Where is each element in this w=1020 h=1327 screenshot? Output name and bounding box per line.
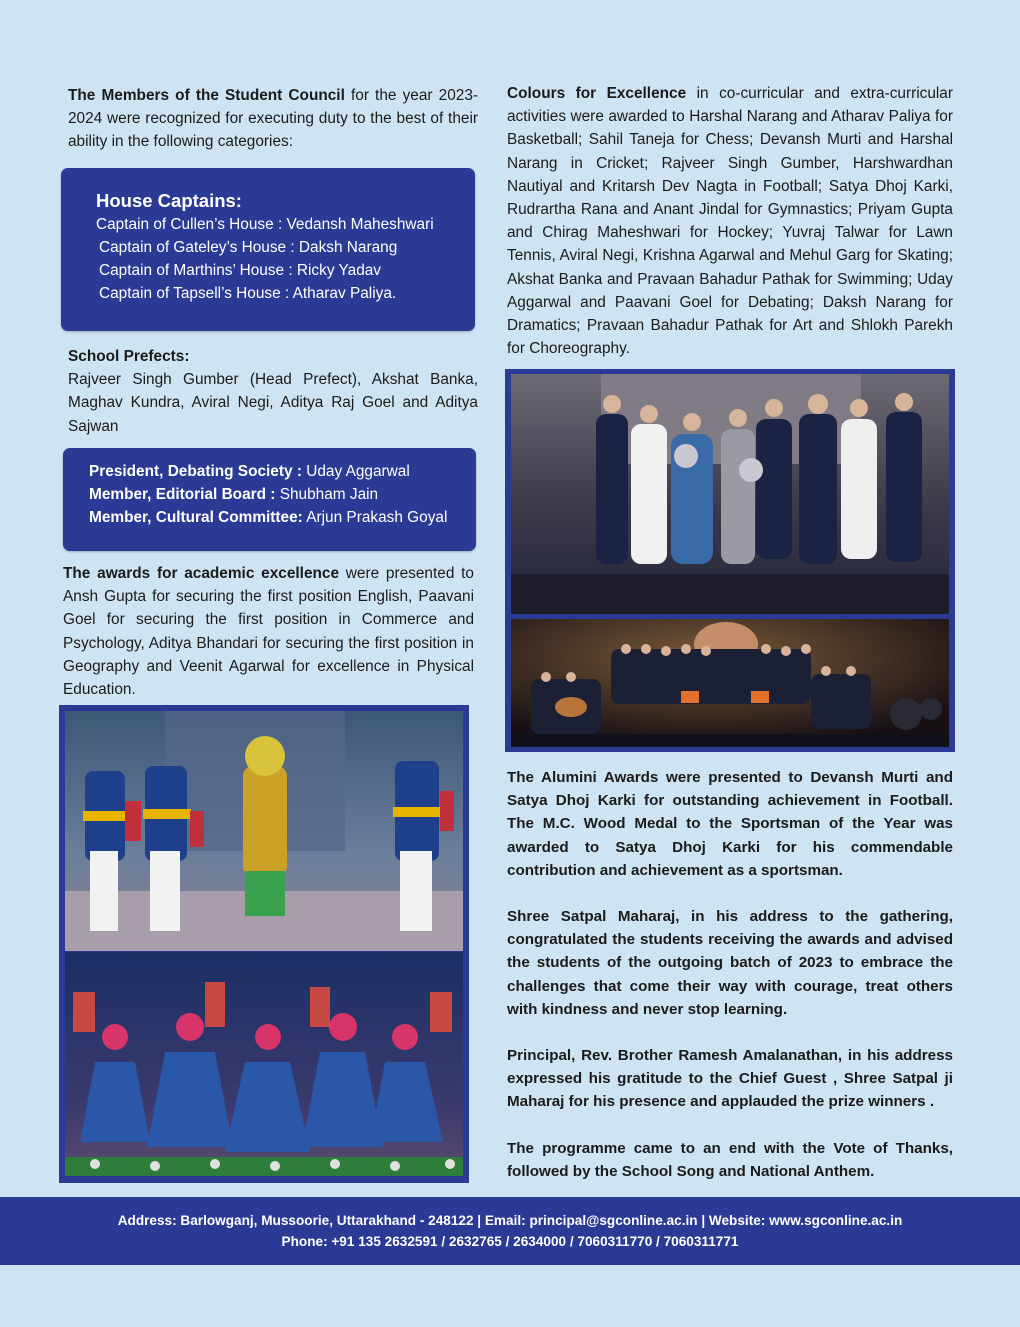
colours-text: in co-curricular and extra-curricular activities were awarded to Harshal Narang and Atharav Paliya for Basketball; Sahil Taneja for Chess; Devansh Murti and Harshal Narang in Cricket; Rajveer Singh Gumber, Harshwardhan Nautiyal and Kritarsh Dev Nagta in Football; Satya Dhoj Karki, Rudrartha Rana and Anant Jindal for Gymnastics; Priyam Gupta and Chirag Maheshwari for Hockey; Yuvraj Talwar for Lawn Tennis, Aviral Negi, Krishna Agarwal and Mehul Garg for Skating; Akshat Banka and Pravaan Bahadur Pathak for Swimming; Uday Aggarwal and Paavani Goel for Debating; Daksh Narang for Dramatics; Pravaan Bahadur Pathak for Art and Shlokh Parekh for Choreography. bbox=[507, 85, 953, 358]
award-group-photo bbox=[511, 374, 949, 614]
house-captain-item: Captain of Gateley’s House : Daksh Narang bbox=[99, 239, 398, 256]
right-paragraphs bbox=[507, 766, 953, 1183]
prefects-section bbox=[68, 345, 478, 438]
principal-paragraph: Principal, Rev. Brother Ramesh Amalanathan, in his address expressed his gratitude to the Chief Guest , Shree Satpal ji Maharaj for his presence and applauded the prize winners . bbox=[507, 1047, 953, 1111]
choir-band-photo bbox=[511, 619, 949, 747]
role-item bbox=[89, 506, 447, 529]
academic-paragraph bbox=[63, 562, 474, 701]
chief-guest-paragraph: Shree Satpal Maharaj, in his address to the gathering, congratulated the students receiving the awards and advised the students of the outgoing batch of 2023 to embrace the challenges that come their way with courage, treat others with kindness and never stop learning. bbox=[507, 908, 953, 1018]
intro-paragraph bbox=[68, 84, 478, 154]
role-title: Member, Cultural Committee: bbox=[89, 509, 303, 526]
house-captains-box bbox=[61, 168, 475, 331]
role-title: Member, Editorial Board : bbox=[89, 486, 276, 503]
closing-paragraph: The programme came to an end with the Vote of Thanks, followed by the School Song and National Anthem. bbox=[507, 1139, 953, 1180]
alumni-awards-paragraph: The Alumini Awards were presented to Devansh Murti and Satya Dhoj Karki for outstanding achievement in Football. The M.C. Wood Medal to the Sportsman of the Year was awarded to Satya Dhoj Karki for his commendable contribution and achievement as a sportsman. bbox=[507, 769, 953, 879]
role-item bbox=[89, 483, 378, 506]
role-name: Uday Aggarwal bbox=[301, 463, 410, 480]
role-item bbox=[89, 460, 410, 483]
academic-text: were presented to Ansh Gupta for securing the first position English, Paavani Goel for securing the first position in Commerce and Psychology, Aditya Bhandari for securing the first position in Geography and Veenit Agarwal for excellence in Physical Education. bbox=[63, 565, 474, 699]
intro-text: for the year 2023-2024 were recognized for executing duty to the best of their ability in the following categories: bbox=[68, 87, 478, 151]
photo-dance-stage bbox=[59, 705, 469, 1183]
house-captains-title: House Captains: bbox=[96, 190, 242, 211]
house-captain-item: Captain of Cullen’s House : Vedansh Maheshwari bbox=[96, 216, 434, 233]
academic-lead: The awards for academic excellence bbox=[63, 565, 340, 582]
colours-lead: Colours for Excellence bbox=[507, 85, 687, 102]
dance-photo-bottom bbox=[65, 952, 463, 1176]
footer-phone-line: Phone: +91 135 2632591 / 2632765 / 2634000 / 7060311770 / 7060311771 bbox=[281, 1234, 739, 1249]
dance-photo-top bbox=[65, 711, 463, 951]
house-captain-item: Captain of Marthins’ House : Ricky Yadav bbox=[99, 262, 382, 279]
photo-award-ceremony bbox=[505, 369, 955, 752]
colours-paragraph bbox=[507, 82, 953, 360]
intro-lead: The Members of the Student Council bbox=[68, 87, 345, 104]
footer-address-line: Address: Barlowganj, Mussoorie, Uttarakhand - 248122 | Email: principal@sgconline.ac.in | Website: www.sgconline.ac.in bbox=[117, 1213, 903, 1228]
role-name: Shubham Jain bbox=[275, 486, 379, 503]
house-captain-item: Captain of Tapsell’s House : Atharav Paliya. bbox=[99, 285, 397, 302]
footer-bar bbox=[0, 1197, 1020, 1265]
prefects-text: Rajveer Singh Gumber (Head Prefect), Akshat Banka, Maghav Kundra, Aviral Negi, Aditya Raj Goel and Aditya Sajwan bbox=[68, 371, 478, 435]
role-name: Arjun Prakash Goyal bbox=[302, 509, 448, 526]
prefects-title: School Prefects: bbox=[68, 348, 190, 365]
roles-box bbox=[63, 448, 476, 551]
role-title: President, Debating Society : bbox=[89, 463, 302, 480]
